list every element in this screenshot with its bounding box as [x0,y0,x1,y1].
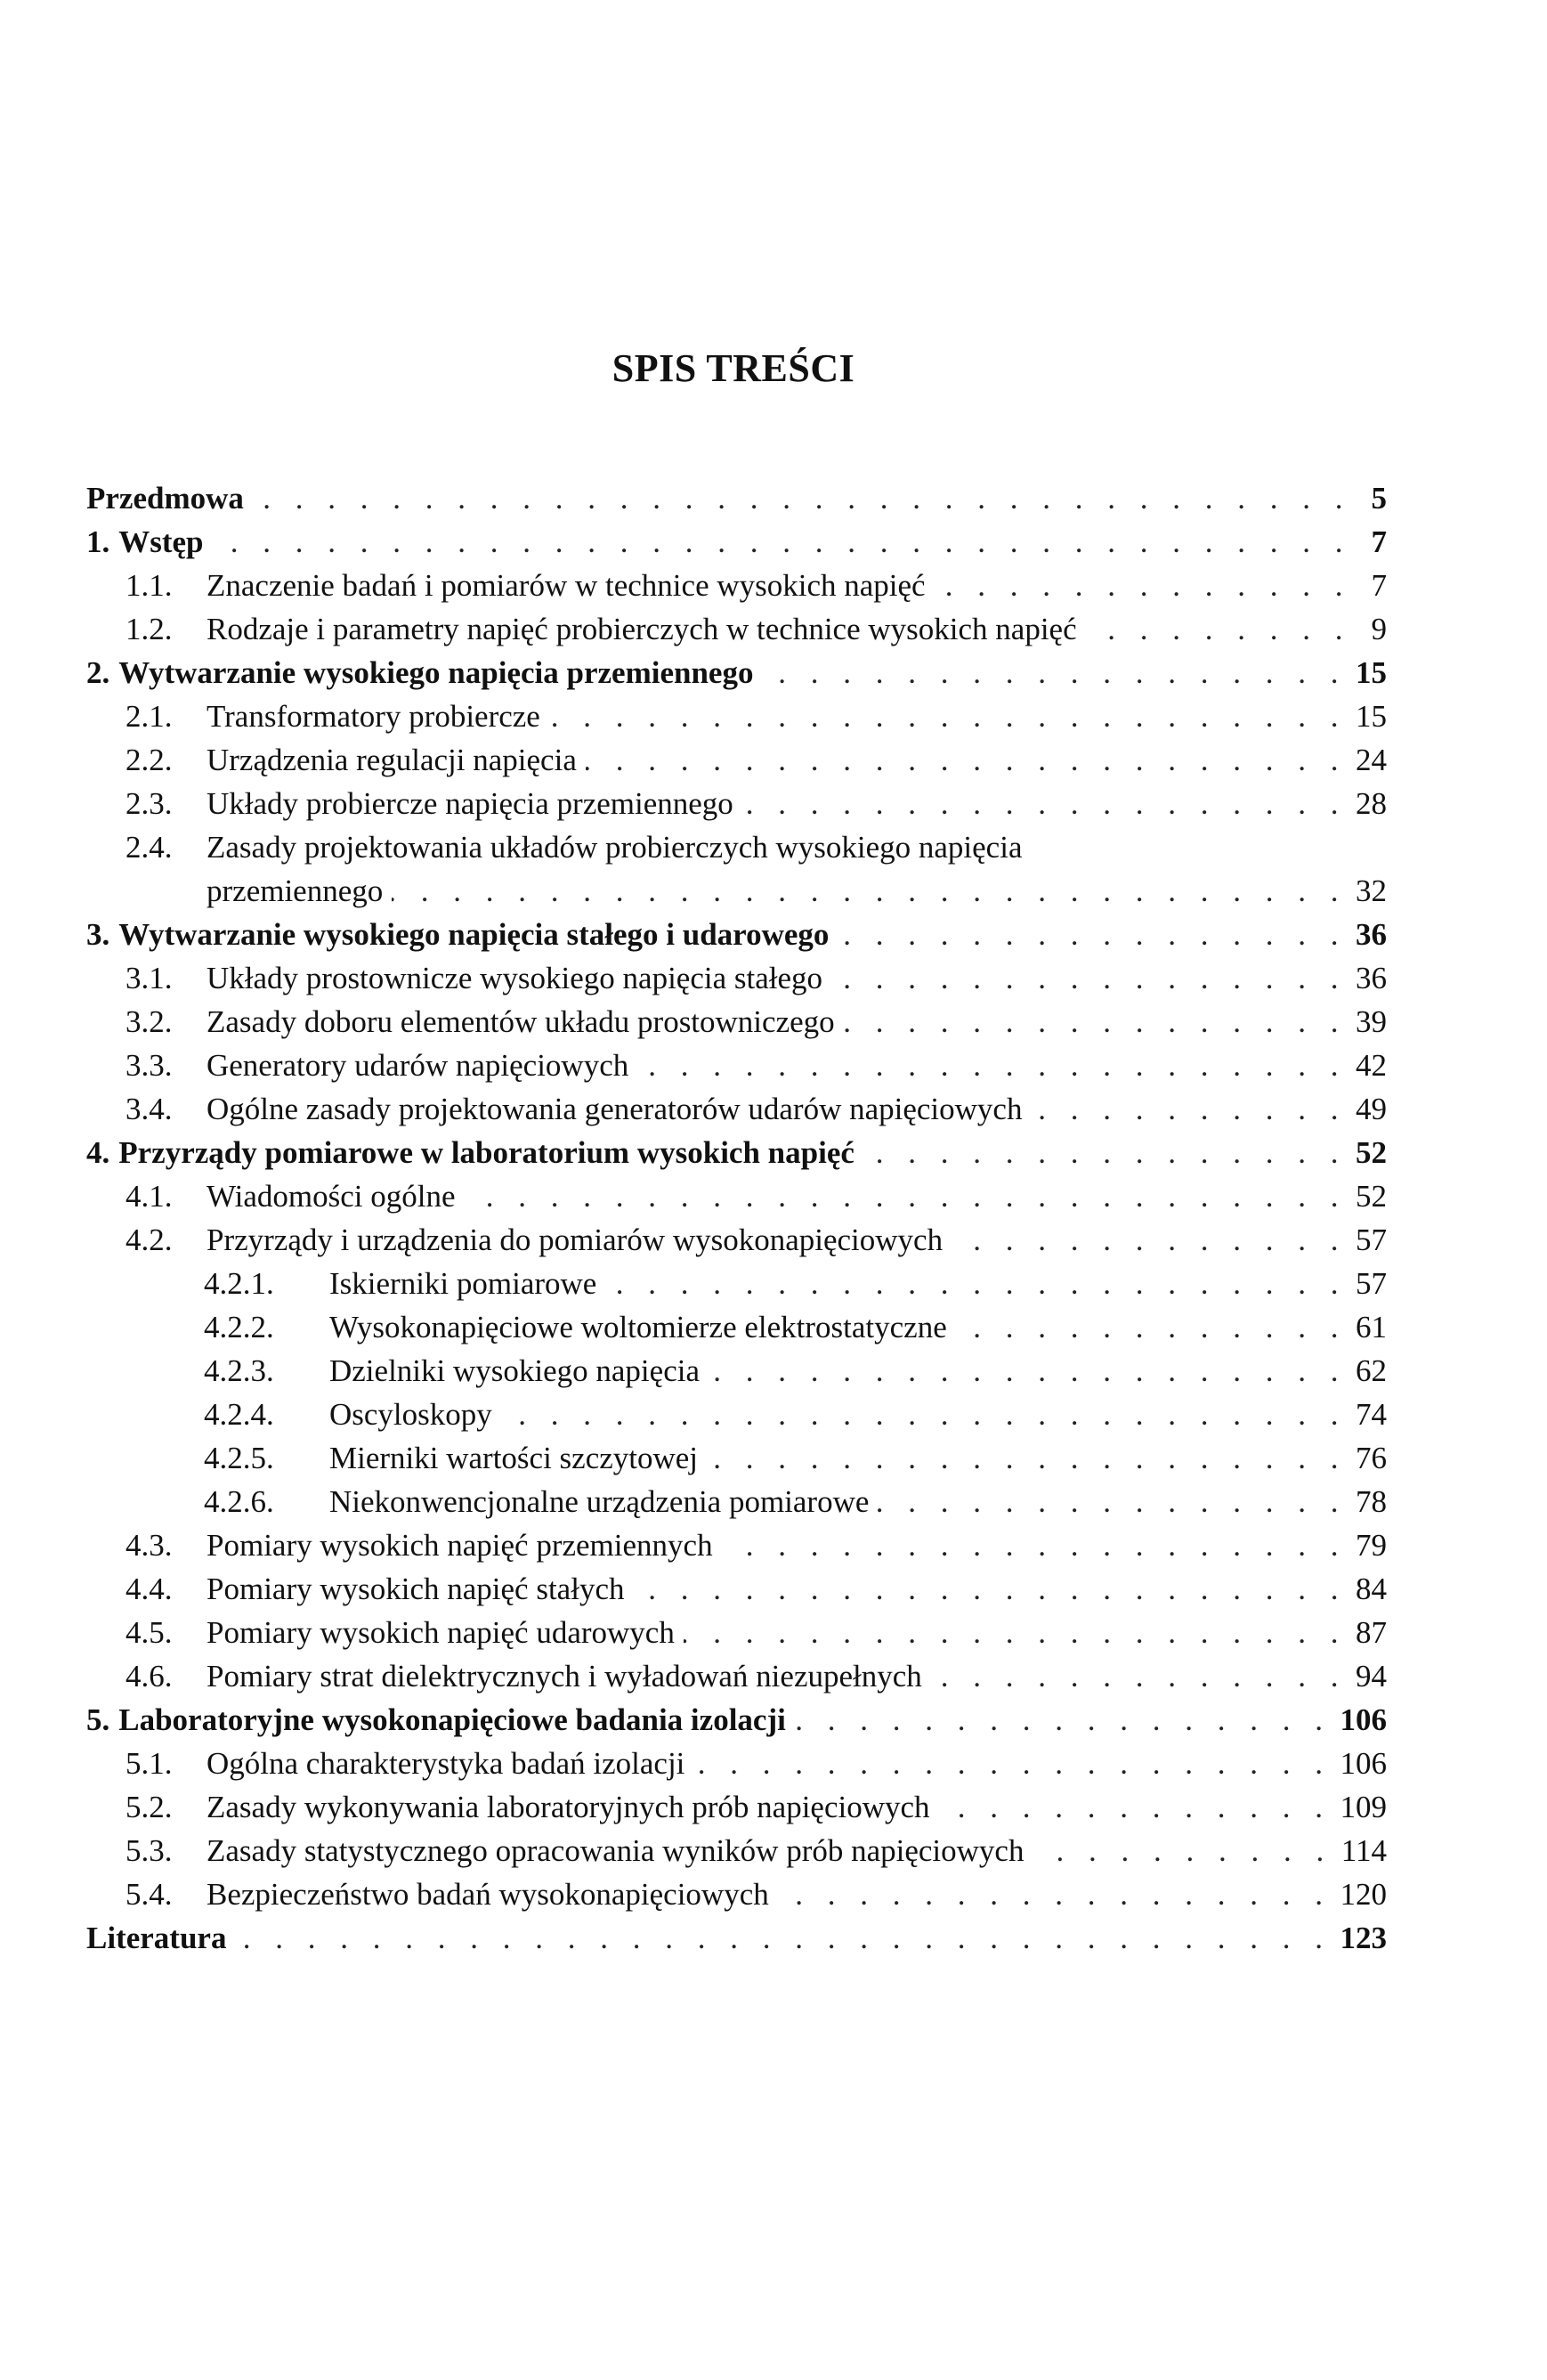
dot-leader [762,655,1347,691]
toc-entry[interactable] [86,869,1387,913]
toc-entry-page: 52 [1356,1178,1387,1214]
toc-entry-title: Rodzaje i parametry napięć probierczych w technice wysokich napięć [207,611,1077,646]
toc-entry-page: 15 [1356,698,1387,734]
toc-entry-number: 4.2.6. [204,1483,274,1519]
toc-entry-number: 4.2.3. [204,1352,274,1388]
toc-entry-page: 78 [1356,1483,1387,1519]
toc-entry-number: 5. [86,1702,110,1737]
toc-entry[interactable] [86,1567,1387,1611]
dot-leader [465,1179,1347,1214]
toc-entry-title: Zasady doboru elementów układu prostowniczego [207,1003,835,1039]
table-of-contents [86,476,1387,1960]
toc-entry-number: 3. [86,916,110,952]
toc-entry-number: 5.1. [126,1745,173,1781]
toc-entry-number: 4. [86,1134,110,1170]
toc-entry-number: 4.2. [126,1222,173,1257]
toc-entry-title: Mierniki wartości szczytowej [329,1440,699,1475]
toc-entry-page: 76 [1356,1440,1387,1475]
toc-entry-number: 4.4. [126,1571,173,1606]
toc-entry[interactable] [86,1174,1387,1218]
toc-entry-title: Transformatory probiercze [207,698,540,734]
toc-entry-title: Oscyloskopy [329,1396,492,1432]
dot-leader [931,1659,1347,1694]
dot-leader [831,961,1347,996]
toc-entry-page: 9 [1371,611,1387,646]
toc-entry-page: 120 [1340,1876,1387,1912]
page-title: SPIS TREŚCI [612,346,855,390]
toc-entry[interactable] [86,1480,1387,1523]
toc-entry-number: 5.3. [126,1832,173,1868]
dot-leader [235,1921,1331,1956]
toc-entry[interactable] [86,913,1387,956]
dot-leader [707,1441,1347,1476]
toc-entry-title: Literatura [86,1920,227,1955]
toc-entry-number: 5.4. [126,1876,173,1912]
dot-leader [1033,1833,1332,1869]
toc-entry[interactable] [86,956,1387,1000]
dot-leader [213,524,1351,560]
toc-entry[interactable] [86,476,1387,520]
toc-entry-page: 28 [1356,785,1387,821]
dot-leader [633,1572,1347,1607]
toc-entry-number: 3.3. [126,1047,173,1083]
toc-entry-title: przemiennego [207,873,384,908]
toc-entry[interactable] [86,1829,1387,1872]
dot-leader [392,873,1347,909]
toc-entry-page: 94 [1356,1658,1387,1694]
toc-entry-title: Bezpieczeństwo badań wysokonapięciowych [207,1876,769,1912]
toc-entry[interactable] [86,1872,1387,1916]
toc-entry[interactable] [86,1262,1387,1305]
dot-leader [952,1222,1347,1258]
toc-entry[interactable] [86,695,1387,738]
dot-leader [795,1702,1332,1738]
toc-entry-number: 3.1. [126,960,173,995]
toc-entry-number: 4.2.5. [204,1440,274,1475]
toc-entry-title: Ogólne zasady projektowania generatorów udarów napięciowych [207,1091,1023,1126]
toc-entry-title: Pomiary wysokich napięć stałych [207,1571,625,1606]
toc-entry-page: 7 [1371,567,1387,603]
toc-entry[interactable] [86,1523,1387,1567]
toc-entry-page: 42 [1356,1047,1387,1083]
toc-entry[interactable] [86,738,1387,782]
toc-entry-page: 57 [1356,1265,1387,1301]
toc-entry-page: 74 [1356,1396,1387,1432]
toc-entry-page: 87 [1356,1614,1387,1650]
toc-entry-page: 36 [1356,960,1387,995]
toc-entry-number: 4.6. [126,1658,173,1694]
toc-entry-page: 57 [1356,1222,1387,1257]
toc-entry[interactable] [86,1218,1387,1262]
dot-leader [586,743,1347,778]
dot-leader [501,1397,1347,1433]
toc-entry-page: 24 [1356,742,1387,777]
toc-entry-title: Generatory udarów napięciowych [207,1047,629,1083]
dot-leader [684,1615,1347,1651]
toc-entry-title: Pomiary wysokich napięć przemiennych [207,1527,713,1563]
toc-entry-number: 2. [86,654,110,690]
toc-entry-number: 3.2. [126,1003,173,1039]
toc-entry-page: 62 [1356,1352,1387,1388]
toc-entry-title: Laboratoryjne wysokonapięciowe badania izolacji [118,1702,786,1737]
toc-entry-number: 5.2. [126,1789,173,1824]
toc-entry-title: Zasady projektowania układów probierczych wysokiego napięcia [207,829,1023,865]
toc-entry-title: Urządzenia regulacji napięcia [207,742,577,777]
toc-entry-number: 2.2. [126,742,173,777]
dot-leader [863,1135,1347,1171]
dot-leader [709,1353,1347,1389]
toc-entry-title: Wstęp [118,524,204,559]
toc-entry[interactable] [86,1305,1387,1349]
toc-entry[interactable] [86,1698,1387,1742]
dot-leader [935,568,1351,604]
toc-entry-title: Przyrządy pomiarowe w laboratorium wysokich napięć [118,1134,854,1170]
toc-entry-number: 1.1. [126,567,173,603]
dot-leader [253,481,1351,516]
dot-leader [637,1048,1347,1084]
toc-entry[interactable] [86,1654,1387,1698]
toc-entry[interactable] [86,607,1387,651]
toc-entry-page: 49 [1356,1091,1387,1126]
dot-leader [1031,1092,1347,1127]
toc-entry-title: Iskierniki pomiarowe [329,1265,597,1301]
dot-leader [693,1746,1331,1782]
toc-entry-number: 4.2.2. [204,1309,274,1344]
dot-leader [956,1310,1347,1345]
toc-entry[interactable] [86,1611,1387,1654]
toc-entry-title: Dzielniki wysokiego napięcia [329,1352,700,1388]
dot-leader [838,917,1347,953]
toc-entry-title: Układy probiercze napięcia przemiennego [207,785,733,821]
toc-entry-number: 4.3. [126,1527,173,1563]
toc-entry-number: 4.2.4. [204,1396,274,1432]
toc-entry[interactable] [86,1393,1387,1436]
toc-entry[interactable] [86,825,1387,869]
toc-entry-title: Znaczenie badań i pomiarów w technice wysokich napięć [207,567,926,603]
toc-entry-page: 123 [1340,1920,1387,1955]
toc-entry-page: 106 [1340,1745,1387,1781]
toc-entry-title: Pomiary wysokich napięć udarowych [207,1614,675,1650]
toc-entry-title: Zasady wykonywania laboratoryjnych prób napięciowych [207,1789,930,1824]
toc-entry-number: 4.2.1. [204,1265,274,1301]
toc-entry-number: 2.1. [126,698,173,734]
toc-entry[interactable] [86,651,1387,695]
toc-entry[interactable] [86,1436,1387,1480]
dot-leader [778,1877,1332,1913]
toc-entry-title: Zasady statystycznego opracowania wyników prób napięciowych [207,1832,1025,1868]
toc-entry-title: Wytwarzanie wysokiego napięcia przemiennego [118,654,754,690]
toc-entry-page: 52 [1356,1134,1387,1170]
toc-entry-page: 15 [1356,654,1387,690]
toc-entry-page: 7 [1371,524,1387,559]
toc-entry[interactable] [86,782,1387,825]
toc-entry-page: 109 [1340,1789,1387,1824]
toc-entry[interactable] [86,1044,1387,1087]
toc-entry-title: Przedmowa [86,480,244,516]
toc-entry[interactable] [86,1349,1387,1393]
toc-entry-page: 5 [1371,480,1387,516]
toc-entry-title: Ogólna charakterystyka badań izolacji [207,1745,685,1781]
dot-leader [605,1266,1347,1302]
toc-entry-number: 4.1. [126,1178,173,1214]
dot-leader [549,699,1347,735]
toc-entry-page: 36 [1356,916,1387,952]
toc-entry-number: 1. [86,524,110,559]
dot-leader [878,1484,1347,1520]
toc-entry[interactable] [86,1785,1387,1829]
toc-entry-number: 3.4. [126,1091,173,1126]
toc-entry-page: 106 [1340,1702,1387,1737]
toc-entry[interactable] [86,1916,1387,1960]
toc-entry[interactable] [86,1087,1387,1131]
toc-entry[interactable] [86,520,1387,564]
toc-entry-title: Wysokonapięciowe woltomierze elektrostatyczne [329,1309,947,1344]
toc-entry[interactable] [86,564,1387,607]
toc-entry[interactable] [86,1742,1387,1785]
toc-entry-title: Układy prostownicze wysokiego napięcia stałego [207,960,823,995]
dot-leader [1086,612,1351,647]
toc-entry-title: Niekonwencjonalne urządzenia pomiarowe [329,1483,870,1519]
toc-entry-title: Wytwarzanie wysokiego napięcia stałego i udarowego [118,916,830,952]
toc-entry-title: Przyrządy i urządzenia do pomiarów wysokonapięciowych [207,1222,944,1257]
toc-entry-page: 79 [1356,1527,1387,1563]
toc-entry-title: Wiadomości ogólne [207,1178,456,1214]
dot-leader [742,786,1347,822]
toc-entry-title: Pomiary strat dielektrycznych i wyładowań niezupełnych [207,1658,922,1694]
toc-entry-number: 4.5. [126,1614,173,1650]
dot-leader [939,1790,1332,1825]
toc-entry[interactable] [86,1131,1387,1174]
dot-leader [844,1004,1347,1040]
toc-entry-number: 2.4. [126,829,173,865]
toc-entry-number: 2.3. [126,785,173,821]
toc-entry-number: 1.2. [126,611,173,646]
toc-entry-page: 61 [1356,1309,1387,1344]
toc-entry-page: 84 [1356,1571,1387,1606]
toc-entry-page: 114 [1340,1832,1387,1868]
toc-entry-page: 32 [1356,873,1387,908]
dot-leader [722,1528,1347,1564]
toc-entry-page: 39 [1356,1003,1387,1039]
toc-entry[interactable] [86,1000,1387,1044]
